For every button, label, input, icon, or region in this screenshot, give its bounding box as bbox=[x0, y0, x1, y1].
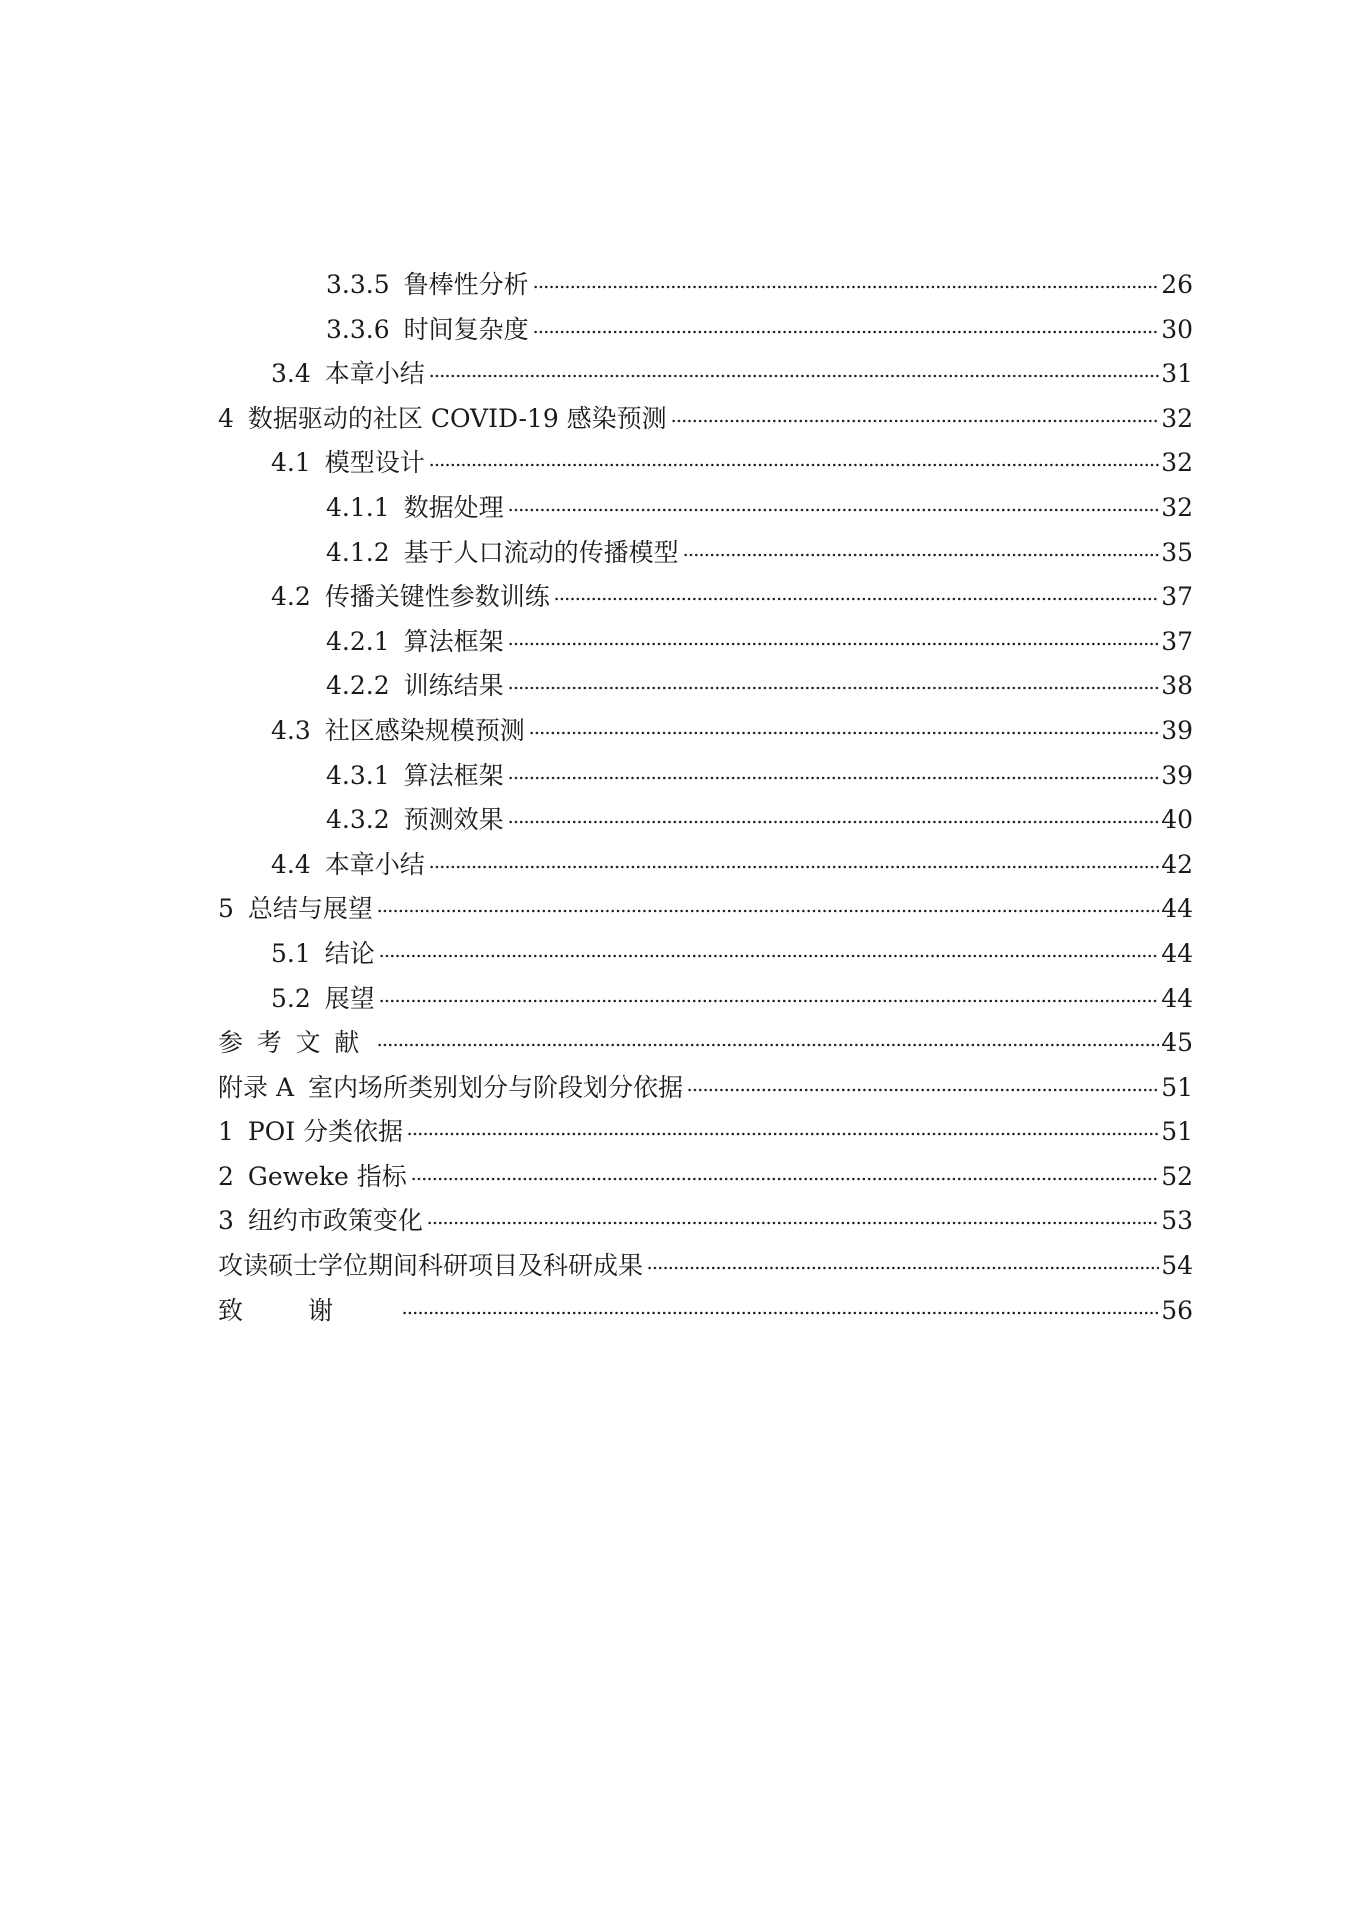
dot-leader bbox=[533, 285, 1160, 289]
toc-entry-title: 本章小结 bbox=[324, 359, 425, 389]
toc-entry[interactable] bbox=[218, 397, 1193, 442]
toc-entry[interactable] bbox=[218, 843, 1193, 888]
dot-leader bbox=[683, 553, 1160, 557]
dot-leader bbox=[429, 374, 1159, 378]
toc-entry-number: 4.4 bbox=[271, 849, 311, 879]
toc-entry-number: 5.2 bbox=[271, 983, 311, 1013]
toc-entry-number: 4.2.2 bbox=[326, 671, 390, 701]
dot-leader bbox=[379, 954, 1159, 958]
toc-entry-title: 社区感染规模预测 bbox=[324, 715, 525, 745]
toc-entry-page: 35 bbox=[1161, 537, 1193, 567]
toc-entry-page: 52 bbox=[1161, 1161, 1193, 1191]
toc-entry[interactable] bbox=[218, 308, 1193, 353]
toc-entry-number: 5.1 bbox=[271, 938, 311, 968]
dot-leader bbox=[687, 1088, 1159, 1092]
dot-leader bbox=[379, 999, 1159, 1003]
toc-entry[interactable] bbox=[218, 441, 1193, 486]
toc-entry-title: 展望 bbox=[324, 983, 375, 1013]
toc-entry-page: 54 bbox=[1161, 1251, 1193, 1281]
toc-entry-number: 附录 A bbox=[218, 1072, 295, 1102]
toc-entry-title: 训练结果 bbox=[403, 671, 504, 701]
toc-entry-page: 39 bbox=[1161, 760, 1193, 790]
toc-entry-number: 4.1 bbox=[271, 448, 311, 478]
toc-entry[interactable] bbox=[218, 1289, 1193, 1334]
dot-leader bbox=[671, 419, 1160, 423]
dot-leader bbox=[411, 1177, 1159, 1181]
toc-entry-title: 致谢 bbox=[218, 1295, 399, 1325]
toc-entry-page: 39 bbox=[1161, 715, 1193, 745]
toc-entry-number: 3.4 bbox=[271, 359, 311, 389]
toc-entry-title: 本章小结 bbox=[324, 849, 425, 879]
toc-entry-page: 32 bbox=[1161, 403, 1193, 433]
toc-entry-title: 预测效果 bbox=[403, 805, 504, 835]
toc-entry-page: 26 bbox=[1161, 270, 1193, 299]
toc-entry-page: 51 bbox=[1161, 1072, 1193, 1102]
dot-leader bbox=[508, 686, 1160, 690]
toc-entry-page: 53 bbox=[1161, 1206, 1193, 1236]
toc-entry-title: 纽约市政策变化 bbox=[247, 1206, 423, 1236]
dot-leader bbox=[377, 909, 1159, 913]
toc-entry[interactable] bbox=[218, 1244, 1193, 1289]
toc-entry-number: 4.2.1 bbox=[326, 626, 390, 656]
toc-entry[interactable] bbox=[218, 977, 1193, 1022]
toc-entry-title: 数据驱动的社区 COVID-19 感染预测 bbox=[247, 403, 667, 433]
toc-entry-number: 3.3.6 bbox=[326, 314, 390, 344]
toc-entry-number: 3.3.5 bbox=[326, 270, 390, 299]
toc-entry-title: 模型设计 bbox=[324, 448, 425, 478]
toc-entry-page: 32 bbox=[1161, 492, 1193, 522]
dot-leader bbox=[647, 1266, 1159, 1270]
toc-entry-page: 44 bbox=[1161, 894, 1193, 924]
toc-entry-title: 传播关键性参数训练 bbox=[324, 582, 550, 612]
dot-leader bbox=[402, 1311, 1159, 1315]
toc-entry-page: 45 bbox=[1161, 1028, 1193, 1058]
dot-leader bbox=[529, 731, 1159, 735]
toc-entry-page: 44 bbox=[1161, 938, 1193, 968]
toc-entry[interactable] bbox=[218, 1199, 1193, 1244]
dot-leader bbox=[407, 1132, 1159, 1136]
dot-leader bbox=[377, 1043, 1159, 1047]
toc-entry-title: 算法框架 bbox=[403, 760, 504, 790]
toc-entry-page: 38 bbox=[1161, 671, 1193, 701]
dot-leader bbox=[508, 820, 1160, 824]
toc-entry[interactable] bbox=[218, 1066, 1193, 1111]
table-of-contents bbox=[218, 263, 1193, 1333]
toc-entry[interactable] bbox=[218, 798, 1193, 843]
toc-entry-title: 总结与展望 bbox=[247, 894, 373, 924]
toc-entry-title: 时间复杂度 bbox=[403, 314, 529, 344]
toc-entry-number: 3 bbox=[218, 1206, 234, 1236]
toc-entry[interactable] bbox=[218, 352, 1193, 397]
toc-entry[interactable] bbox=[218, 263, 1193, 308]
toc-entry-page: 31 bbox=[1161, 359, 1193, 389]
toc-entry[interactable] bbox=[218, 531, 1193, 576]
toc-entry-title: 参考文献 bbox=[218, 1028, 374, 1058]
toc-entry-title: 数据处理 bbox=[403, 492, 504, 522]
toc-entry-title: Geweke 指标 bbox=[247, 1161, 407, 1191]
toc-entry-number: 4 bbox=[218, 403, 234, 433]
toc-entry-page: 56 bbox=[1161, 1295, 1193, 1325]
toc-entry[interactable] bbox=[218, 664, 1193, 709]
toc-entry-title: 基于人口流动的传播模型 bbox=[403, 537, 679, 567]
toc-entry-number: 4.1.2 bbox=[326, 537, 390, 567]
toc-entry[interactable] bbox=[218, 486, 1193, 531]
toc-entry-title: 结论 bbox=[324, 938, 375, 968]
toc-entry[interactable] bbox=[218, 709, 1193, 754]
toc-entry-title: 算法框架 bbox=[403, 626, 504, 656]
toc-entry-number: 1 bbox=[218, 1117, 234, 1147]
toc-entry-page: 37 bbox=[1161, 582, 1193, 612]
toc-entry-page: 51 bbox=[1161, 1117, 1193, 1147]
toc-entry-number: 4.3 bbox=[271, 715, 311, 745]
toc-entry-page: 32 bbox=[1161, 448, 1193, 478]
dot-leader bbox=[554, 597, 1159, 601]
toc-entry[interactable] bbox=[218, 620, 1193, 665]
dot-leader bbox=[508, 508, 1160, 512]
toc-entry-number: 4.1.1 bbox=[326, 492, 390, 522]
toc-entry[interactable] bbox=[218, 1110, 1193, 1155]
dot-leader bbox=[533, 330, 1160, 334]
toc-entry-number: 2 bbox=[218, 1161, 234, 1191]
dot-leader bbox=[427, 1221, 1159, 1225]
toc-entry-number: 4.2 bbox=[271, 582, 311, 612]
toc-entry-page: 42 bbox=[1161, 849, 1193, 879]
toc-entry-number: 4.3.1 bbox=[326, 760, 390, 790]
toc-entry[interactable] bbox=[218, 754, 1193, 799]
toc-entry-page: 30 bbox=[1161, 314, 1193, 344]
toc-entry-title: 鲁棒性分析 bbox=[403, 270, 529, 299]
toc-entry[interactable] bbox=[218, 887, 1193, 932]
toc-entry[interactable] bbox=[218, 932, 1193, 977]
dot-leader bbox=[508, 776, 1160, 780]
toc-entry-title: 攻读硕士学位期间科研项目及科研成果 bbox=[218, 1251, 644, 1281]
dot-leader bbox=[508, 642, 1160, 646]
toc-entry[interactable] bbox=[218, 1155, 1193, 1200]
toc-entry-page: 44 bbox=[1161, 983, 1193, 1013]
toc-entry-number: 4.3.2 bbox=[326, 805, 390, 835]
toc-entry-title: 室内场所类别划分与阶段划分依据 bbox=[308, 1072, 684, 1102]
toc-entry-number: 5 bbox=[218, 894, 234, 924]
toc-entry[interactable] bbox=[218, 575, 1193, 620]
dot-leader bbox=[429, 865, 1159, 869]
toc-entry-page: 40 bbox=[1161, 805, 1193, 835]
toc-entry-page: 37 bbox=[1161, 626, 1193, 656]
toc-entry[interactable] bbox=[218, 1021, 1193, 1066]
dot-leader bbox=[429, 463, 1159, 467]
toc-entry-title: POI 分类依据 bbox=[247, 1117, 404, 1147]
